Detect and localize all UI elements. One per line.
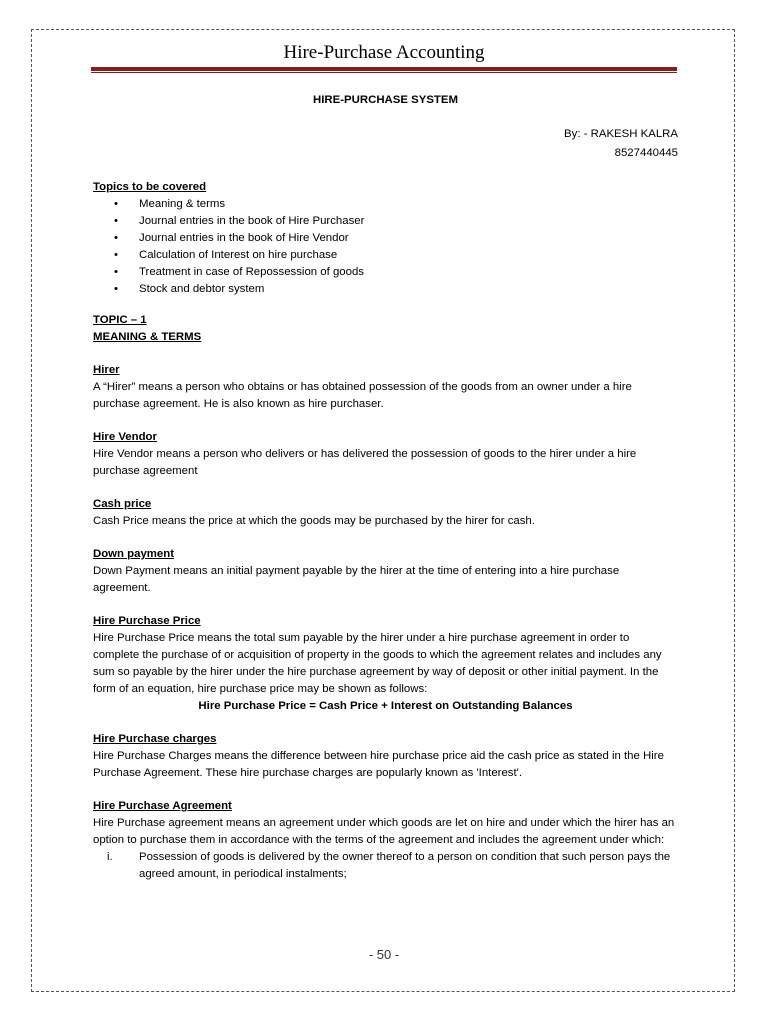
list-item-number: i.: [107, 851, 113, 863]
term-heading: Hire Vendor: [93, 431, 157, 443]
topic-item: • Calculation of Interest on hire purchase: [93, 247, 678, 264]
topics-list: [93, 196, 678, 298]
term-definition: Cash Price means the price at which the goods may be purchased by the hirer for cash.: [93, 515, 535, 527]
topic-label: TOPIC – 1: [93, 314, 147, 326]
term-heading: Hire Purchase Agreement: [93, 800, 232, 812]
term-hire-purchase-price: [93, 613, 678, 715]
author-block: [93, 125, 678, 163]
list-item-text: Possession of goods is delivered by the owner thereof to a person on condition that such person pays the agreed amount, in periodical instalments;: [139, 851, 671, 880]
topic-1-header: [93, 312, 678, 346]
term-down-payment: [93, 546, 678, 597]
topic-item: • Stock and debtor system: [93, 281, 678, 298]
topics-heading: Topics to be covered: [93, 181, 207, 193]
topic-item: • Treatment in case of Repossession of goods: [93, 264, 678, 281]
term-definition: Down Payment means an initial payment payable by the hirer at the time of entering into a hire purchase agreement.: [93, 565, 620, 594]
page-number: - 50 -: [368, 947, 400, 962]
bullet-icon: •: [114, 232, 118, 244]
term-definition: A “Hirer” means a person who obtains or has obtained possession of the goods from an owner under a hire purchase agreement. He is also known as hire purchaser.: [93, 381, 632, 410]
list-item: [93, 849, 678, 883]
term-hire-vendor: [93, 429, 678, 480]
term-heading: Hire Purchase charges: [93, 733, 217, 745]
header-rule-thin: [91, 72, 677, 73]
term-definition: Hire Purchase Charges means the difference between hire purchase price aid the cash price as stated in the Hire Purchase Agreement. These hire purchase charges are popularly known as 'Interest'.: [93, 750, 664, 779]
term-heading: Hire Purchase Price: [93, 615, 201, 627]
term-definition: Hire Purchase agreement means an agreement under which goods are let on hire and under which the hirer has an option to purchase them in accordance with the terms of the agreement and includes the agreement under which:: [93, 817, 675, 846]
running-header-title: Hire-Purchase Accounting: [283, 42, 485, 63]
term-heading: Hirer: [93, 364, 120, 376]
term-hire-purchase-charges: [93, 731, 678, 782]
topic-item: • Journal entries in the book of Hire Purchaser: [93, 213, 678, 230]
term-definition: Hire Purchase Price means the total sum payable by the hirer under a hire purchase agreement in order to complete the purchase of or acquisition of property in the goods to which the agreement relates and includes any sum so payable by the hirer under the hire purchase agreement by way of deposit or other initial payment. In the form of an equation, hire purchase price may be shown as follows:: [93, 632, 662, 695]
author-name: By: - RAKESH KALRA: [564, 128, 678, 140]
term-cash-price: [93, 496, 678, 530]
topic-title: MEANING & TERMS: [93, 331, 202, 343]
term-hire-purchase-agreement: [93, 798, 678, 883]
topic-item: • Meaning & terms: [93, 196, 678, 213]
agreement-conditions-list: [93, 849, 678, 883]
document-body: [93, 92, 678, 899]
author-phone: 8527440445: [614, 147, 678, 159]
bullet-icon: •: [114, 283, 118, 295]
bullet-icon: •: [114, 266, 118, 278]
price-equation: Hire Purchase Price = Cash Price + Interest on Outstanding Balances: [198, 700, 573, 712]
term-heading: Down payment: [93, 548, 175, 560]
bullet-icon: •: [114, 198, 118, 210]
document-title: HIRE-PURCHASE SYSTEM: [313, 94, 458, 106]
topic-item: • Journal entries in the book of Hire Vendor: [93, 230, 678, 247]
bullet-icon: •: [114, 215, 118, 227]
bullet-icon: •: [114, 249, 118, 261]
term-heading: Cash price: [93, 498, 152, 510]
term-hirer: [93, 362, 678, 413]
term-definition: Hire Vendor means a person who delivers or has delivered the possession of goods to the hirer under a hire purchase agreement: [93, 448, 637, 477]
header-rule: [91, 67, 677, 71]
